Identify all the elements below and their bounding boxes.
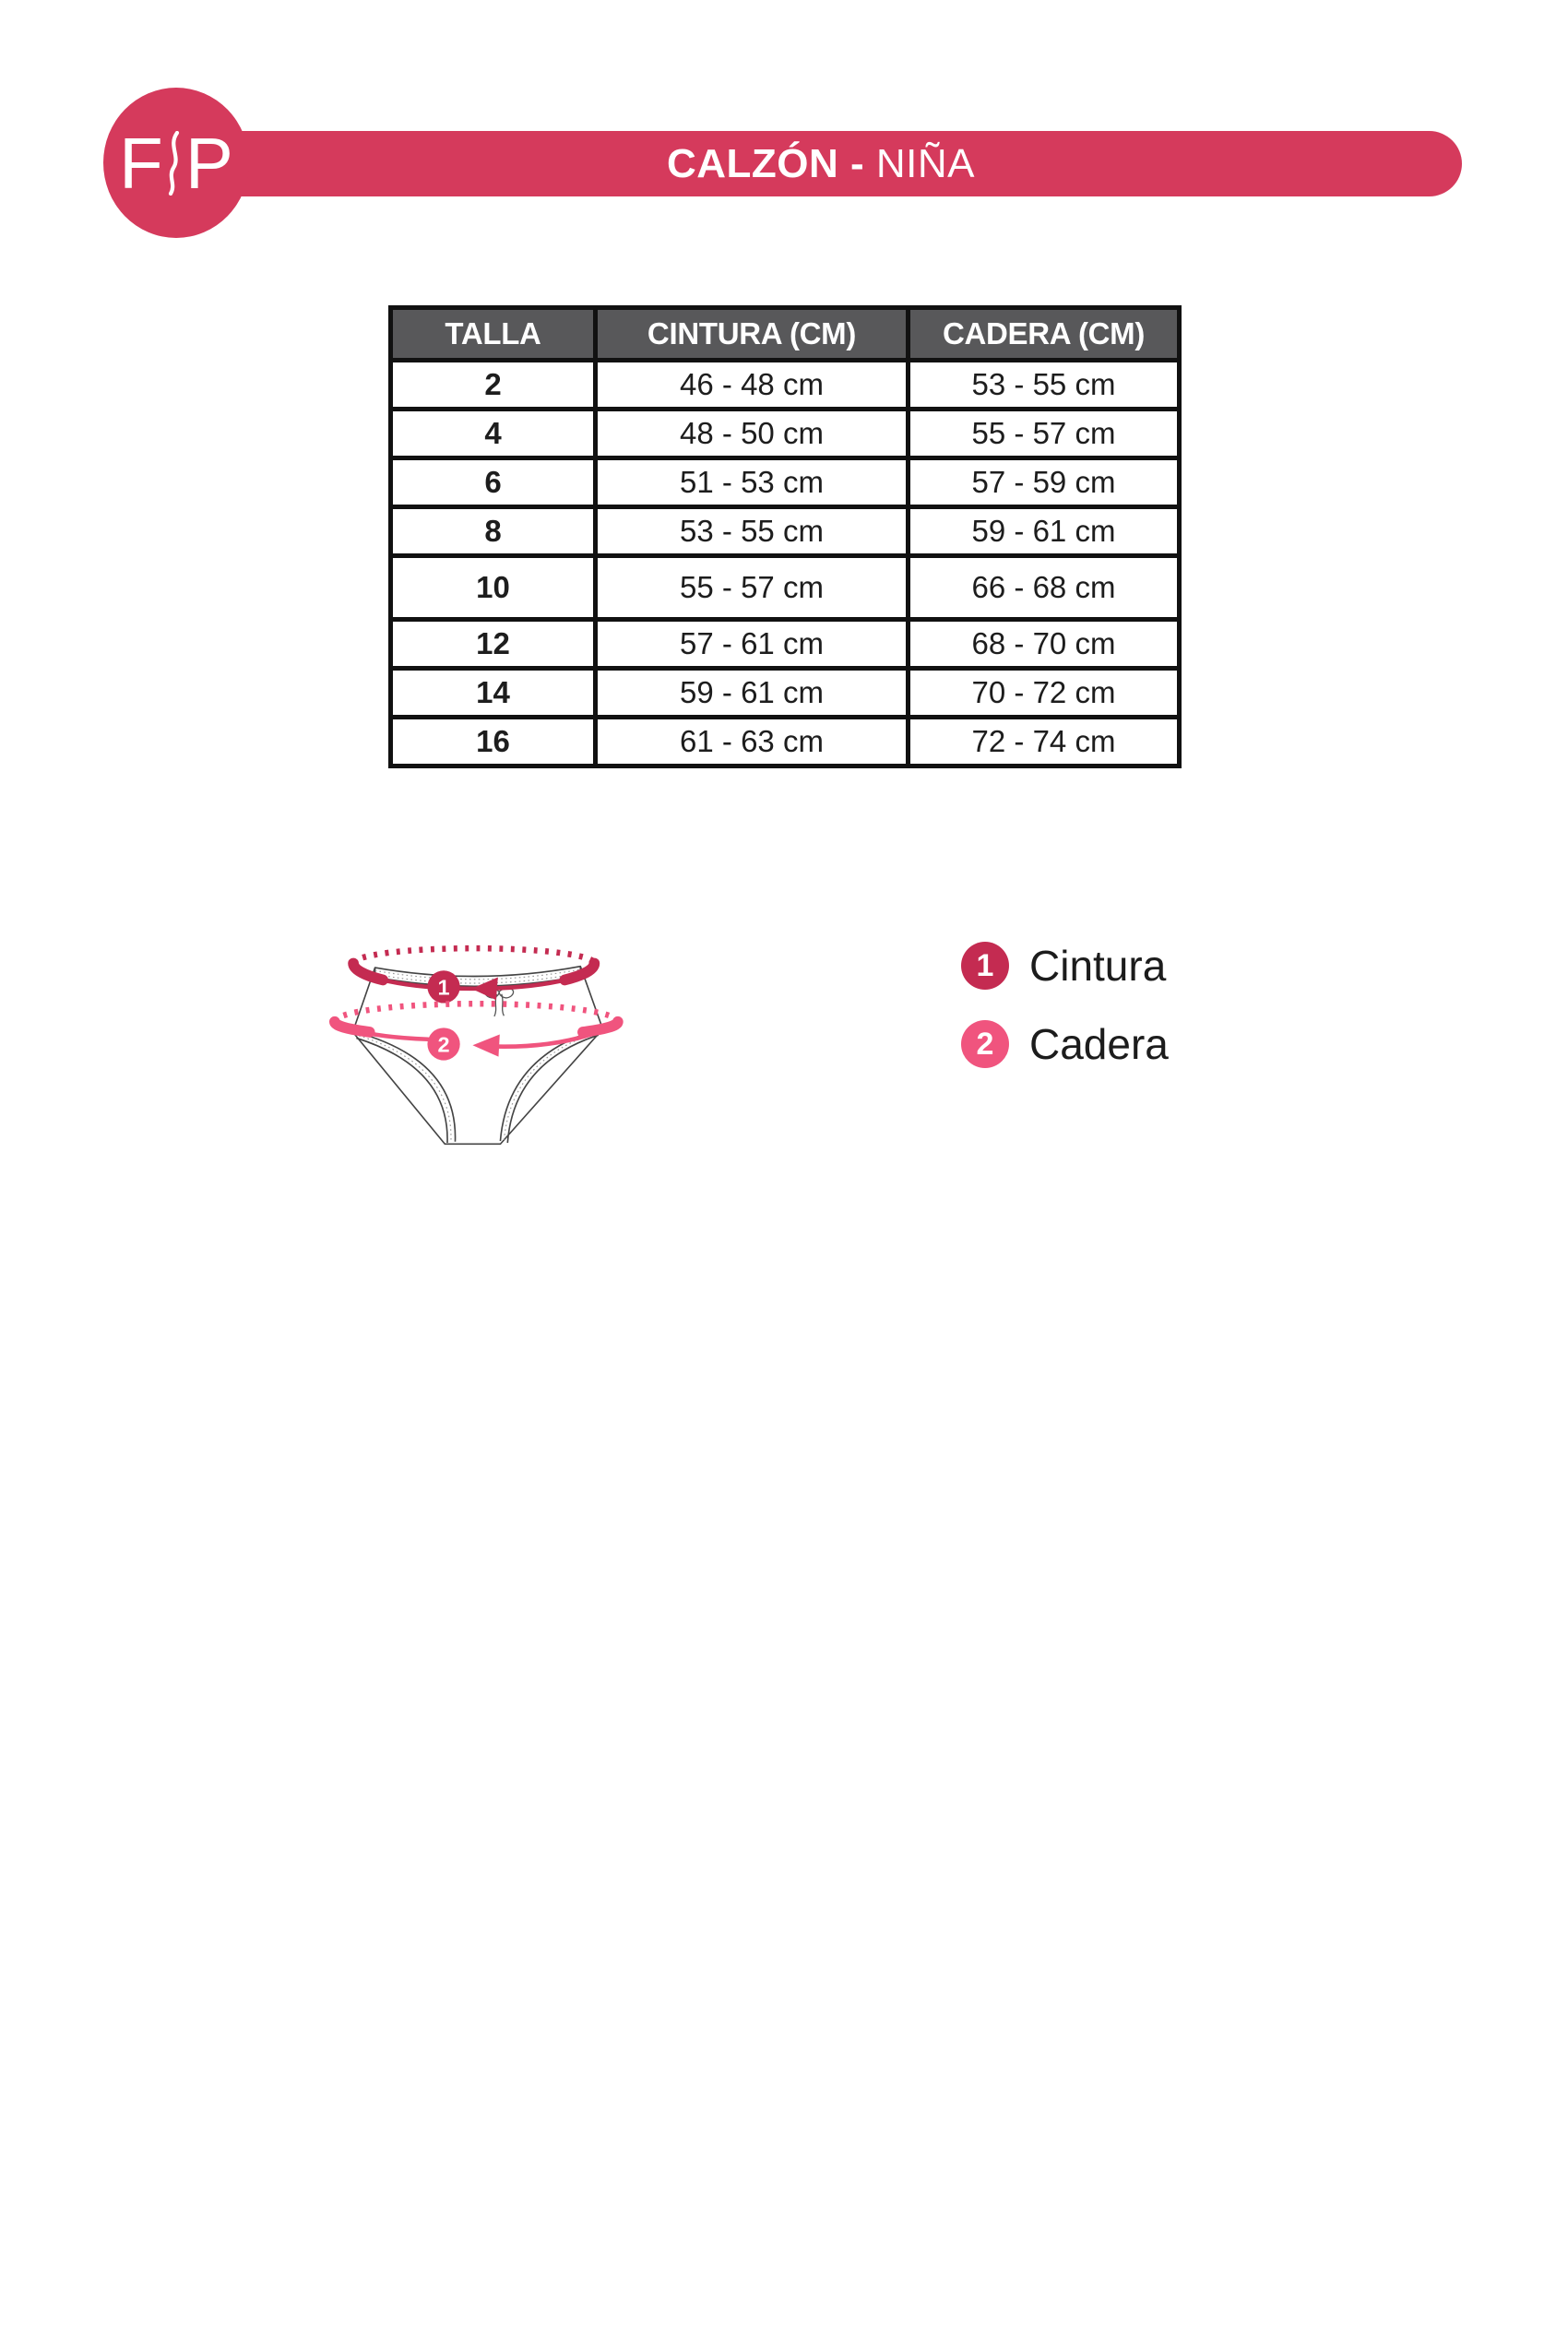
- legend-label-cintura: Cintura: [1029, 942, 1167, 990]
- cadera-cell: 66 - 68 cm: [909, 556, 1180, 620]
- legend-item-cadera: [961, 1020, 1169, 1068]
- table-row: [391, 458, 1180, 507]
- cintura-cell: 51 - 53 cm: [596, 458, 909, 507]
- size-cell: 4: [391, 410, 596, 458]
- table-row: [391, 410, 1180, 458]
- cadera-cell: 55 - 57 cm: [909, 410, 1180, 458]
- table-row: [391, 718, 1180, 766]
- size-diagram: [314, 849, 904, 1236]
- cadera-cell: 53 - 55 cm: [909, 361, 1180, 410]
- cadera-cell: 57 - 59 cm: [909, 458, 1180, 507]
- header-cell-talla: TALLA: [391, 308, 596, 361]
- table-row: [391, 507, 1180, 556]
- header-cell-cadera: CADERA (CM): [909, 308, 1180, 361]
- legend-item-cintura: [961, 942, 1169, 990]
- cadera-cell: 68 - 70 cm: [909, 620, 1180, 669]
- logo-letter-p: P: [184, 122, 233, 204]
- cadera-cell: 70 - 72 cm: [909, 669, 1180, 718]
- cintura-cell: 55 - 57 cm: [596, 556, 909, 620]
- table-header-row: [391, 308, 1180, 361]
- brand-logo: [103, 88, 249, 238]
- title-banner: [180, 131, 1462, 196]
- size-cell: 6: [391, 458, 596, 507]
- size-cell: 12: [391, 620, 596, 669]
- underwear-illustration: [352, 967, 602, 1145]
- cintura-cell: 48 - 50 cm: [596, 410, 909, 458]
- table-row: [391, 361, 1180, 410]
- cadera-cell: 59 - 61 cm: [909, 507, 1180, 556]
- cintura-cell: 57 - 61 cm: [596, 620, 909, 669]
- waist-marker-number: 1: [437, 975, 450, 1000]
- size-table: [388, 305, 1182, 768]
- table-row: [391, 620, 1180, 669]
- table-row: [391, 556, 1180, 620]
- header-cell-cintura: CINTURA (CM): [596, 308, 909, 361]
- measurement-legend: [961, 942, 1169, 1099]
- cintura-cell: 61 - 63 cm: [596, 718, 909, 766]
- size-cell: 10: [391, 556, 596, 620]
- size-cell: 8: [391, 507, 596, 556]
- page-title: [667, 141, 975, 187]
- logo-wave-icon: [166, 131, 183, 196]
- waist-dotted-ellipse: [353, 948, 594, 963]
- page-title-product: CALZÓN -: [666, 140, 876, 186]
- legend-badge-1: 1: [961, 942, 1009, 990]
- page-title-audience: NIÑA: [875, 140, 976, 186]
- underwear-outline: [352, 967, 602, 1145]
- table-row: [391, 669, 1180, 718]
- size-cell: 16: [391, 718, 596, 766]
- cintura-cell: 46 - 48 cm: [596, 361, 909, 410]
- legend-badge-2: 2: [961, 1020, 1009, 1068]
- logo-letter-f: F: [119, 122, 163, 204]
- cintura-cell: 53 - 55 cm: [596, 507, 909, 556]
- legend-label-cadera: Cadera: [1029, 1020, 1169, 1068]
- cintura-cell: 59 - 61 cm: [596, 669, 909, 718]
- size-cell: 14: [391, 669, 596, 718]
- cadera-cell: 72 - 74 cm: [909, 718, 1180, 766]
- hip-marker-number: 2: [437, 1032, 450, 1057]
- size-cell: 2: [391, 361, 596, 410]
